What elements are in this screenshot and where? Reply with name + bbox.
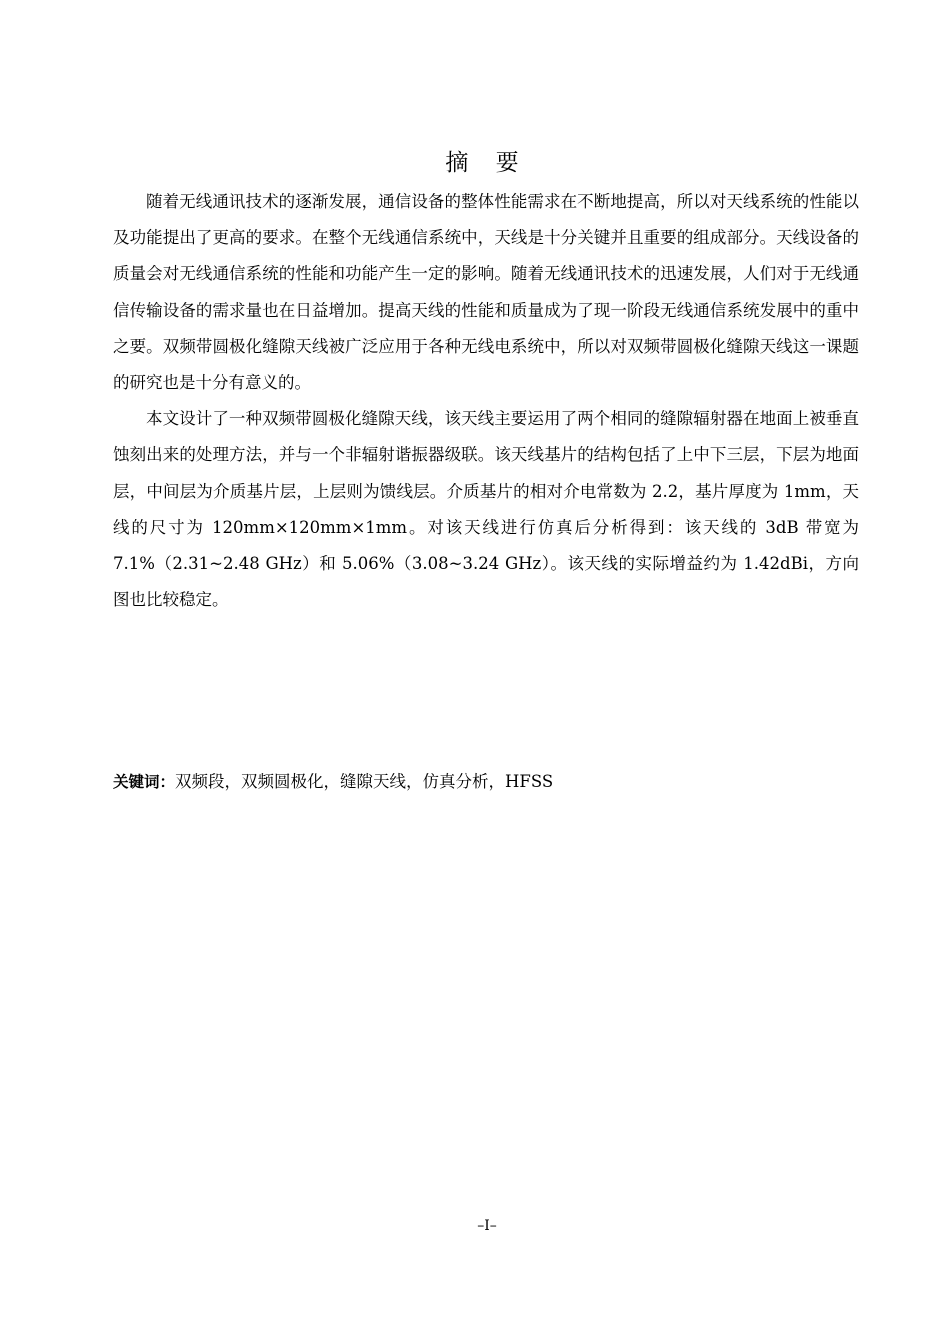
keywords-line bbox=[113, 766, 859, 798]
abstract-paragraph-2: 本文设计了一种双频带圆极化缝隙天线，该天线主要运用了两个相同的缝隙辐射器在地面上被垂直蚀刻出来的处理方法，并与一个非辐射谐振器级联。该天线基片的结构包括了上中下三层，下层为地面层，中间层为介质基片层，上层则为馈线层。介质基片的相对介电常数为 2.2，基片厚度为 1mm，天线的尺寸为 120mm×120mm×1mm。对该天线进行仿真后分析得到：该天线的 3dB 带宽为 7.1%（2.31~2.48 GHz）和 5.06%（3.08~3.24 GHz）。该天线的实际增益约为 1.42dBi，方向图也比较稳定。 bbox=[113, 409, 859, 610]
abstract-body bbox=[113, 184, 859, 618]
page-number: –I– bbox=[477, 1218, 497, 1234]
abstract-paragraph-1: 随着无线通讯技术的逐渐发展，通信设备的整体性能需求在不断地提高，所以对天线系统的性能以及功能提出了更高的要求。在整个无线通信系统中，天线是十分关键并且重要的组成部分。天线设备的质量会对无线通信系统的性能和功能产生一定的影响。随着无线通讯技术的迅速发展，人们对于无线通信传输设备的需求量也在日益增加。提高天线的性能和质量成为了现一阶段无线通信系统发展中的重中之要。双频带圆极化缝隙天线被广泛应用于各种无线电系统中，所以对双频带圆极化缝隙天线这一课题的研究也是十分有意义的。 bbox=[113, 192, 859, 393]
abstract-title: 摘 要 bbox=[445, 150, 529, 176]
keywords-label: 关键词： bbox=[113, 773, 176, 791]
keywords-value: 双频段，双频圆极化，缝隙天线，仿真分析，HFSS bbox=[175, 772, 554, 791]
